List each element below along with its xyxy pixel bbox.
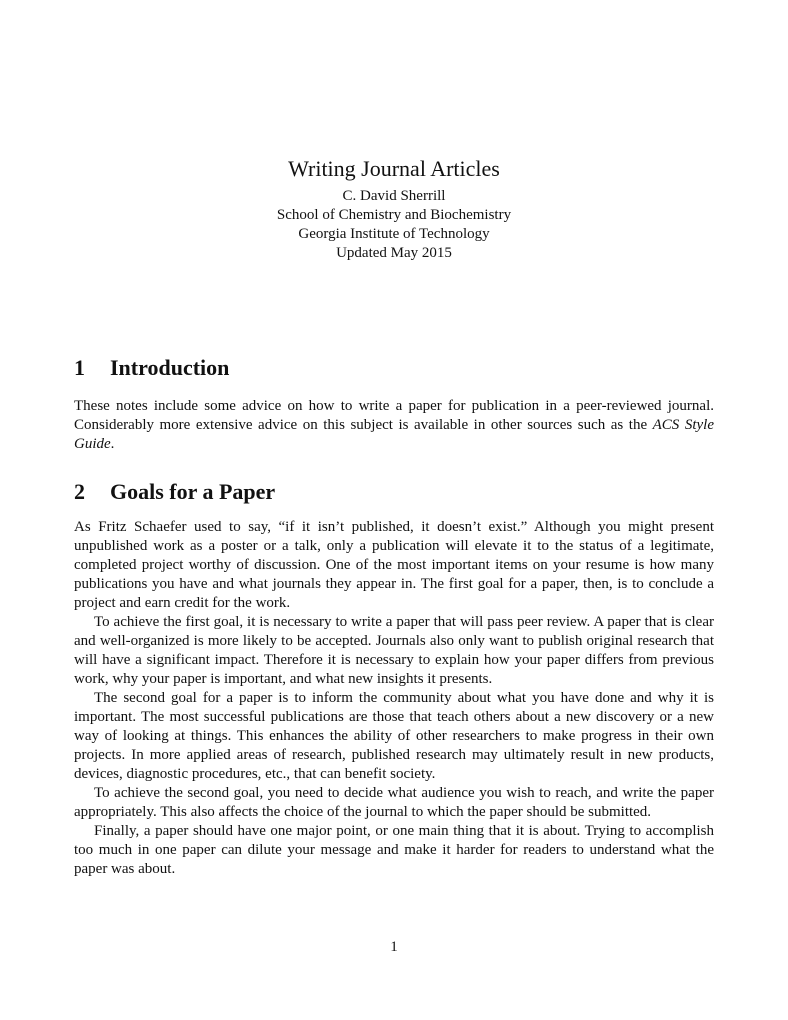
- page-number: 1: [390, 939, 398, 955]
- goals-paragraph-3: The second goal for a paper is to inform the community about what you have done and why it is important. The most successful publications are those that teach others about a new discovery or a new way of looking at things. This enhances the ability of other researchers to make progress in their own projects. In more applied areas of research, published research may ultimately result in new products, devices, diagnostic procedures, etc., that can benefit society.: [74, 690, 714, 782]
- section-title: Introduction: [110, 355, 230, 380]
- author-name: C. David Sherrill: [342, 188, 446, 204]
- section-title: Goals for a Paper: [110, 479, 276, 504]
- document-date: Updated May 2015: [336, 245, 452, 261]
- intro-text: These notes include some advice on how to write a paper for publication in a peer-reviewed journal. Considerably more extensive advice on this subject is available in other sources such as the: [74, 398, 714, 433]
- section-number: 1: [74, 355, 85, 380]
- author-institution: Georgia Institute of Technology: [298, 226, 490, 242]
- introduction-body: [74, 397, 714, 454]
- intro-end: .: [110, 436, 115, 452]
- goals-body: [74, 518, 714, 879]
- section-heading-goals: [74, 478, 275, 506]
- goals-paragraph-2: To achieve the first goal, it is necessary to write a paper that will pass peer review. A paper that is clear and well-organized is more likely to be accepted. Journals also only want to publish original research that will have a significant impact. Therefore it is necessary to explain how your paper differs from previous work, why your paper is important, and what new insights it presents.: [74, 614, 714, 687]
- section-number: 2: [74, 479, 85, 504]
- author-department: School of Chemistry and Biochemistry: [276, 207, 512, 223]
- section-heading-introduction: [74, 354, 229, 382]
- goals-paragraph-1: As Fritz Schaefer used to say, “if it isn’t published, it doesn’t exist.” Although you might present unpublished work as a poster or a talk, only a publication will elevate it to the status of a legitimate, completed project worthy of discussion. One of the most important items on your resume is how many publications you have and what journals they appear in. The first goal for a paper, then, is to conclude a project and earn credit for the work.: [74, 519, 714, 611]
- title-block: [0, 155, 788, 263]
- acs-style-guide-ref: ACS Style Guide: [74, 417, 714, 452]
- introduction-paragraph: [74, 397, 714, 454]
- goals-paragraph-5: Finally, a paper should have one major point, or one main thing that it is about. Trying to accomplish too much in one paper can dilute your message and make it harder for readers to understand what the paper was about.: [74, 823, 714, 877]
- goals-paragraph-4: To achieve the second goal, you need to decide what audience you wish to reach, and write the paper appropriately. This also affects the choice of the journal to which the paper should be submitted.: [74, 785, 714, 820]
- document-title: Writing Journal Articles: [288, 156, 500, 181]
